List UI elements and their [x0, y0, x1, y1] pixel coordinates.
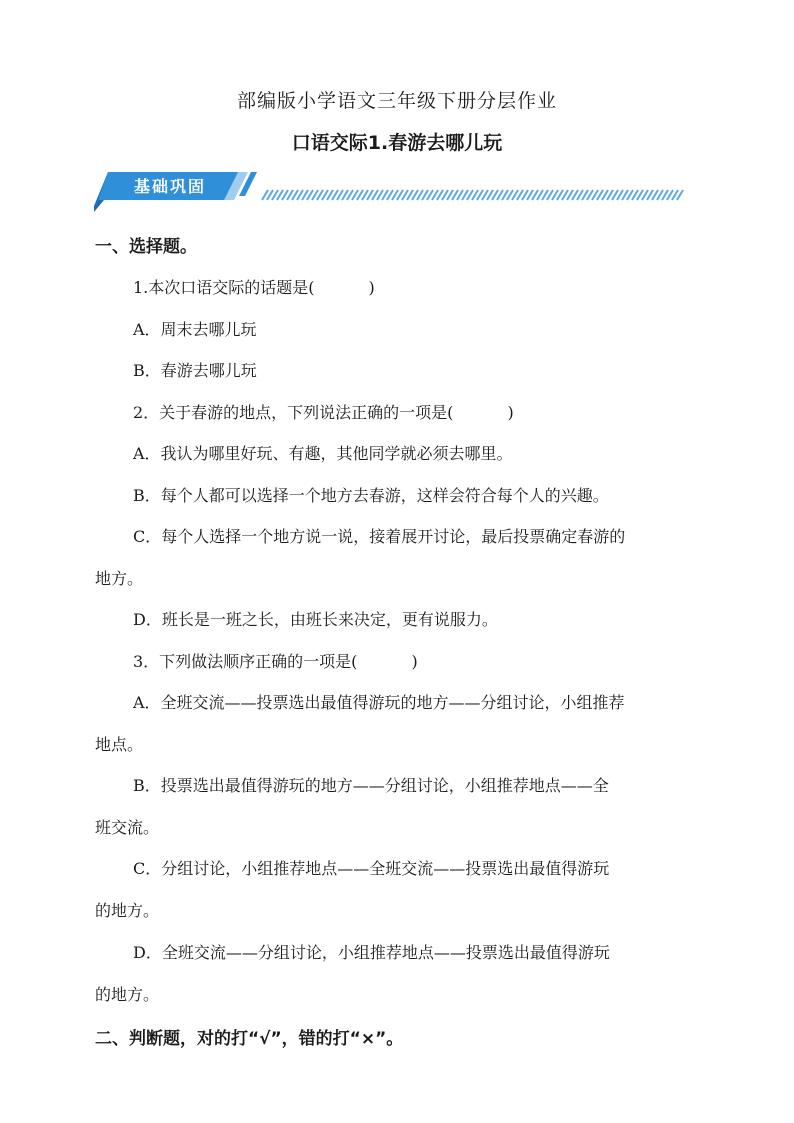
question-3: 3．下列做法顺序正确的一项是( ) [133, 652, 418, 671]
section-heading-choice: 一、选择题。 [95, 237, 197, 257]
banner-label: 基础巩固 [133, 177, 206, 196]
question-1-option-b: B．春游去哪儿玩 [133, 361, 257, 380]
question-2: 2．关于春游的地点，下列说法正确的一项是( ) [133, 403, 514, 422]
section-banner [94, 168, 684, 214]
question-3-option-d-cont: 的地方。 [95, 985, 160, 1004]
question-1-option-a: A．周末去哪儿玩 [133, 320, 257, 339]
question-3-option-c-cont: 的地方。 [95, 901, 160, 920]
lesson-title: 口语交际1.春游去哪儿玩 [291, 132, 503, 154]
page-title: 部编版小学语文三年级下册分层作业 [236, 90, 557, 112]
section-heading-true-false: 二、判断题，对的打“√”，错的打“×”。 [95, 1029, 404, 1049]
question-3-option-d: D．全班交流——分组讨论，小组推荐地点——投票选出最值得游玩 [133, 943, 610, 962]
question-2-option-c-cont: 地方。 [95, 569, 144, 588]
question-3-option-a: A．全班交流——投票选出最值得游玩的地方——分组讨论，小组推荐 [133, 693, 625, 712]
question-2-option-d: D．班长是一班之长，由班长来决定，更有说服力。 [133, 610, 498, 629]
question-3-option-b-cont: 班交流。 [95, 818, 160, 837]
question-2-option-b: B．每个人都可以选择一个地方去春游，这样会符合每个人的兴趣。 [133, 486, 609, 505]
question-3-option-b: B．投票选出最值得游玩的地方——分组讨论，小组推荐地点——全 [133, 776, 609, 795]
question-1: 1.本次口语交际的话题是( ) [133, 278, 375, 297]
question-3-option-a-cont: 地点。 [95, 735, 144, 754]
question-2-option-a: A．我认为哪里好玩、有趣，其他同学就必须去哪里。 [133, 444, 513, 463]
question-3-option-c: C．分组讨论，小组推荐地点——全班交流——投票选出最值得游玩 [133, 859, 610, 878]
question-2-option-c: C．每个人选择一个地方说一说，接着展开讨论，最后投票确定春游的 [133, 527, 626, 546]
